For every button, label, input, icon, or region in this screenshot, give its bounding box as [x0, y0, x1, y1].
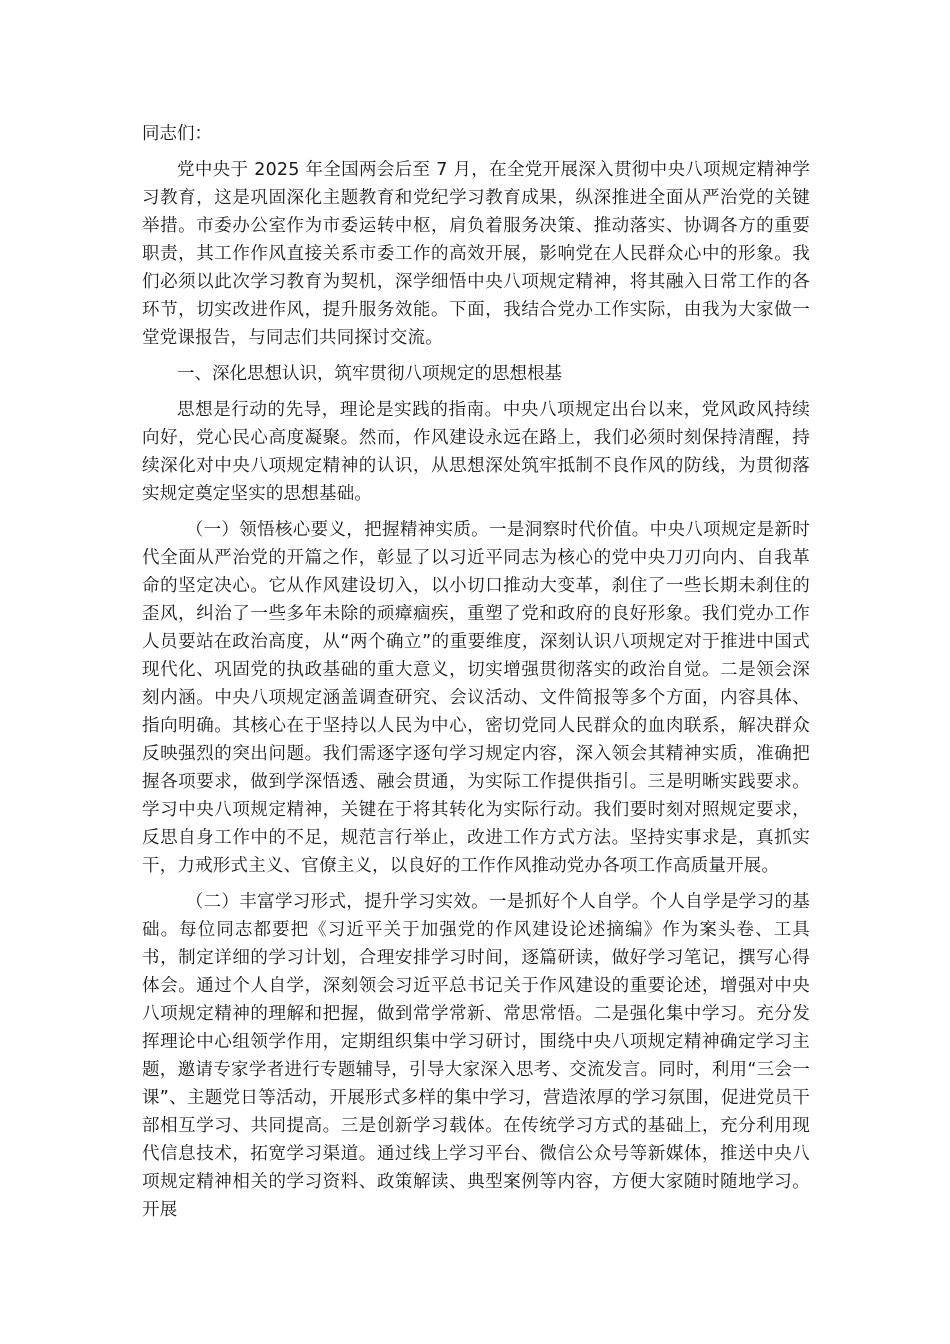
salutation: 同志们： [142, 124, 212, 144]
section-heading-1: 一、深化思想认识，筑牢贯彻八项规定的思想根基 [177, 364, 562, 384]
intro-paragraph: 党中央于 2025 年全国两会后至 7 月，在全党开展深入贯彻中央八项规定精神学习教育，这是巩固深化主题教育和党纪学习教育成果，纵深推进全面从严治党的关键举措。市委办公室作为市委运转中枢，肩负着服务决策、推动落实、协调各方的重要职责，其工作作风直接关系市委工作的高效开展，影响党在人民群众心中的形象。我们必须以此次学习教育为契机，深学细悟中央八项规定精神，将其融入日常工作的各环节，切实改进作风，提升服务效能。下面，我结合党办工作实际，由我为大家做一堂党课报告，与同志们共同探讨交流。 [142, 160, 810, 348]
subsection-2-paragraph: （二）丰富学习形式，提升学习实效。一是抓好个人自学。个人自学是学习的基础。每位同志都要把《习近平关于加强党的作风建设论述摘编》作为案头卷、工具书，制定详细的学习计划，合理安排学习时间，逐篇研读，做好学习笔记，撰写心得体会。通过个人自学，深刻领会习近平总书记关于作风建设的重要论述，增强对中央八项规定精神的理解和把握，做到常学常新、常思常悟。二是强化集中学习。充分发挥理论中心组领学作用，定期组织集中学习研讨，围绕中央八项规定精神确定学习主题，邀请专家学者进行专题辅导，引导大家深入思考、交流发言。同时，利用“三会一课”、主题党日等活动，开展形式多样的集中学习，营造浓厚的学习氛围，促进党员干部相互学习、共同提高。三是创新学习载体。在传统学习方式的基础上，充分利用现代信息技术，拓宽学习渠道。通过线上学习平台、微信公众号等新媒体，推送中央八项规定精神相关的学习资料、政策解读、典型案例等内容，方便大家随时随地学习。开展 [142, 892, 810, 1220]
subsection-1-paragraph: （一）领悟核心要义，把握精神实质。一是洞察时代价值。中央八项规定是新时代全面从严治党的开篇之作，彰显了以习近平同志为核心的党中央刀刃向内、自我革命的坚定决心。它从作风建设切入，以小切口推动大变革，刹住了一些长期未刹住的歪风，纠治了一些多年未除的顽瘴痼疾，重塑了党和政府的良好形象。我们党办工作人员要站在政治高度，从“两个确立”的重要维度，深刻认识八项规定对于推进中国式现代化、巩固党的执政基础的重大意义，切实增强贯彻落实的政治自觉。二是领会深刻内涵。中央八项规定涵盖调查研究、会议活动、文件简报等多个方面，内容具体、指向明确。其核心在于坚持以人民为中心，密切党同人民群众的血肉联系，解决群众反映强烈的突出问题。我们需逐字逐句学习规定内容，深入领会其精神实质，准确把握各项要求，做到学深悟透、融会贯通，为实际工作提供指引。三是明晰实践要求。学习中央八项规定精神，关键在于将其转化为实际行动。我们要时刻对照规定要求，反思自身工作中的不足，规范言行举止，改进工作方式方法。坚持实事求是，真抓实干，力戒形式主义、官僚主义，以良好的工作作风推动党办各项工作高质量开展。 [142, 520, 810, 876]
section-1-intro-paragraph: 思想是行动的先导，理论是实践的指南。中央八项规定出台以来，党风政风持续向好，党心民心高度凝聚。然而，作风建设永远在路上，我们必须时刻保持清醒，持续深化对中央八项规定精神的认识，从思想深处筑牢抵制不良作风的防线，为贯彻落实规定奠定坚实的思想基础。 [142, 400, 810, 504]
document-page [142, 118, 810, 1232]
